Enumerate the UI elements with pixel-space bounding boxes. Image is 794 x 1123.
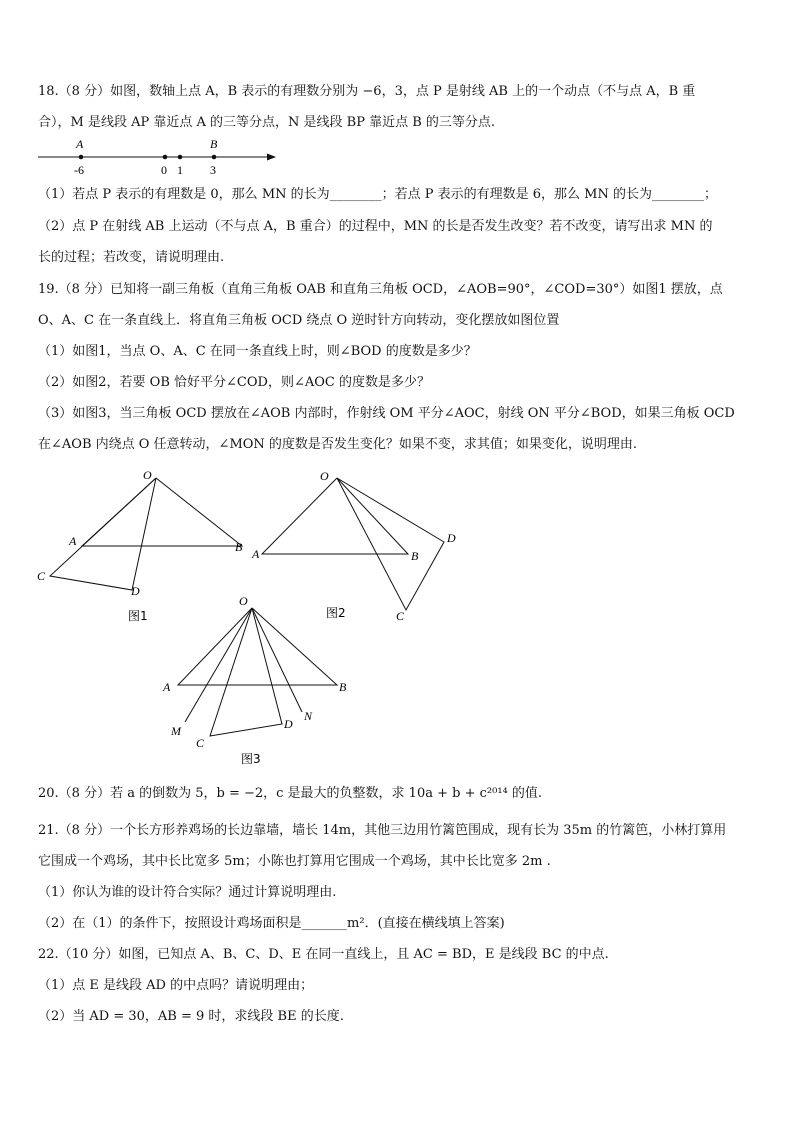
fig3-label-O: O [239,594,248,608]
fig2-label-A: A [252,547,260,561]
q21-part1: （1）你认为谁的设计符合实际？通过计算说明理由. [38,885,337,900]
fig1-caption: 图1 [128,609,148,623]
fig3-label-M: M [171,724,181,738]
nl-tick-3: 3 [210,163,216,177]
q19-line1: 19.（8 分）已知将一副三角板（直角三角板 OAB 和直角三角板 OCD，∠AOB=90°，∠COD=30°）如图1 摆放，点 [38,282,723,297]
q19-part3b: 在∠AOB 内绕点 O 任意转动，∠MON 的度数是否发生变化？如果不变，求其值；如果变化，说明理由. [38,437,638,452]
q19-part1: （1）如图1，当点 O、A、C 在同一条直线上时，则∠BOD 的度数是多少？ [38,344,477,359]
fig1-label-O: O [143,468,152,482]
fig2-label-C: C [396,609,405,623]
nl-tick-neg6: -6 [74,163,84,177]
nl-tick-0: 0 [161,163,167,177]
fig3-label-C: C [196,736,205,750]
q18-part1: （1）若点 P 表示的有理数是 0，那么 MN 的长为________；若点 P 表示的有理数是 6，那么 MN 的长为________； [38,187,718,202]
q21-line2: 它围成一个鸡场，其中长比宽多 5m；小陈也打算用它围成一个鸡场，其中长比宽多 2m . [38,854,551,869]
fig2-caption: 图2 [326,606,346,620]
figure-1 [37,468,243,623]
q18-part2b: 长的过程；若改变，请说明理由. [38,250,225,265]
q18-line2: 合），M 是线段 AP 靠近点 A 的三等分点，N 是线段 BP 靠近点 B 的三等分点. [38,115,496,130]
nl-label-B: B [210,137,218,151]
fig1-label-A: A [69,534,77,548]
fig2-label-O: O [320,469,329,483]
fig3-label-N: N [304,709,313,723]
nl-tick-1: 1 [177,163,183,177]
fig3-label-D: D [284,717,293,731]
q21-line1: 21.（8 分）一个长方形养鸡场的长边靠墙，墙长 14m，其他三边用竹篱笆围成，现有长为 35m 的竹篱笆，小林打算用 [38,823,727,838]
fig3-caption: 图3 [241,752,261,766]
fig1-label-B: B [235,540,243,554]
nl-label-A: A [76,137,84,151]
fig1-label-D: D [131,584,140,598]
q20-line1: 20.（8 分）若 a 的倒数为 5，b = −2，c 是最大的负整数，求 10a + b + c²⁰¹⁴ 的值. [38,786,543,801]
figure-2 [251,469,456,623]
q22-part1: （1）点 E 是线段 AD 的中点吗？请说明理由； [38,978,314,993]
fig1-label-C: C [37,569,46,583]
q19-part3a: （3）如图3，当三角板 OCD 摆放在∠AOB 内部时，作射线 OM 平分∠AOC，射线 ON 平分∠BOD，如果三角板 OCD [38,406,735,421]
q18-part2a: （2）点 P 在射线 AB 上运动（不与点 A，B 重合）的过程中，MN 的长是否发生改变？若不改变，请写出求 MN 的 [38,219,713,234]
fig2-label-D: D [447,531,456,545]
figure-3 [162,594,347,766]
number-line-figure [36,136,286,180]
fig3-label-B: B [339,680,347,694]
q18-line1: 18.（8 分）如图，数轴上点 A，B 表示的有理数分别为 −6，3，点 P 是射线 AB 上的一个动点（不与点 A，B 重 [38,84,696,99]
q22-line1: 22.（10 分）如图，已知点 A、B、C、D、E 在同一直线上，且 AC = BD，E 是线段 BC 的中点. [38,947,609,962]
q19-line2: O、A、C 在一条直线上．将直角三角板 OCD 绕点 O 逆时针方向转动，变化摆放如图位置 [38,313,560,328]
fig2-label-B: B [411,549,419,563]
fig3-label-A: A [163,680,171,694]
q22-part2: （2）当 AD = 30，AB = 9 时，求线段 BE 的长度. [38,1009,344,1024]
q21-part2: （2）在（1）的条件下，按照设计鸡场面积是_______m²．(直接在横线填上答案) [38,916,505,931]
q19-part2: （2）如图2，若要 OB 恰好平分∠COD，则∠AOC 的度数是多少？ [38,375,430,390]
q19-figures [0,460,794,770]
